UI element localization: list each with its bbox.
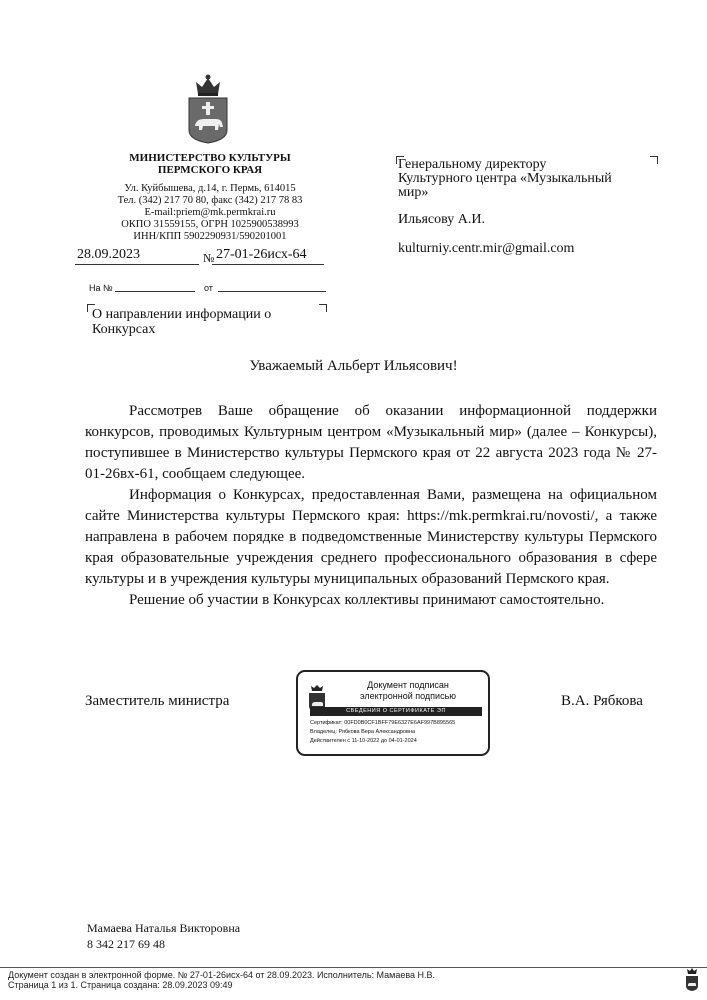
greeting: Уважаемый Альберт Ильясович! [249,358,458,374]
executor-name: Мамаева Наталья Викторовна [87,921,241,935]
ministry-name-line1: МИНИСТЕРСТВО КУЛЬТУРЫ [129,152,291,164]
stamp-title-line2: электронной подписью [359,691,457,701]
number-sign: № [203,251,215,265]
body-paragraph-1: Рассмотрев Ваше обращение об оказании информационной поддержки конкурсов, проводимых Культурным центром «Музыкальный мир» (далее – Конкурсы), поступившее в Министерство культуры Пермского края от 22 августа 2023 года № 27-01-26вх-61, сообщаем следующее. [85,403,657,482]
stamp-owner: Владелец: Рябкова Вера Александровна [310,729,416,735]
executor-phone: 8 342 217 69 48 [87,937,165,951]
ministry-email: E-mail:priem@mk.permkrai.ru [144,207,276,218]
reply-to-line [115,291,195,292]
number-underline [212,264,324,265]
addressee-line3: мир» [398,185,429,200]
addressee-name: Ильясову А.И. [398,212,485,227]
stamp-cert-header: СВЕДЕНИЯ О СЕРТИФИКАТЕ ЭП [310,707,482,716]
document-date: 28.09.2023 [77,247,140,262]
subject-corner-right [319,304,327,312]
ministry-name-line2: ПЕРМСКОГО КРАЯ [157,164,263,176]
reply-date-line [218,291,326,292]
ministry-phone: Тел. (342) 217 70 80, факс (342) 217 78 83 [117,195,303,206]
body-paragraph-3: Решение об участии в Конкурсах коллективы принимают самостоятельно. [129,592,605,608]
reply-to-label: На № [89,283,113,293]
date-underline [75,264,199,265]
ministry-inn: ИНН/КПП 5902290931/590201001 [133,231,287,242]
footer-line2: Страница 1 из 1. Страница создана: 28.09.2023 09:49 [8,980,233,990]
addressee-line1: Генеральному директору [398,157,547,172]
signer-position: Заместитель министра [85,693,230,709]
stamp-certificate: Сертификат: 00FD0B0CF1BFF79E6327E6AF997B895565 [310,720,456,726]
e-signature-stamp [296,670,490,756]
footer-line1: Документ создан в электронной форме. № 27-01-26исх-64 от 28.09.2023. Исполнитель: Мамаева Н.В. [8,970,436,980]
addressee-email: kulturniy.centr.mir@gmail.com [398,241,575,256]
subject-line2: Конкурсах [92,322,156,337]
ministry-okpo: ОКПО 31559155, ОГРН 1025900538993 [121,219,299,230]
subject-line1: О направлении информации о [92,307,272,322]
reply-date-label: от [204,283,213,293]
signer-name: В.А. Рябкова [561,693,643,709]
stamp-validity: Действителен с 11-10-2022 до 04-01-2024 [310,738,417,744]
footer-emblem-icon [685,968,699,992]
document-number: 27-01-26исх-64 [216,247,307,262]
stamp-title-line1: Документ подписан [367,680,449,690]
ministry-address: Ул. Куйбышева, д.14, г. Пермь, 614015 [124,183,296,194]
letter-body [85,401,657,611]
addressee-line2: Культурного центра «Музыкальный [398,171,612,186]
footer-divider [0,967,707,968]
coat-of-arms-emblem [186,72,230,144]
body-paragraph-2: Информация о Конкурсах, предоставленная Вами, размещена на официальном сайте Министерства культуры Пермского края: https://mk.permkrai.ru/novosti/, а также направлена в рабочем порядке в подведомственные Министерству культуры Пермского края образовательные учреждения среднего профессионального образования в сфере культуры и в учреждения культуры муниципальных образований Пермского края. [85,487,657,587]
